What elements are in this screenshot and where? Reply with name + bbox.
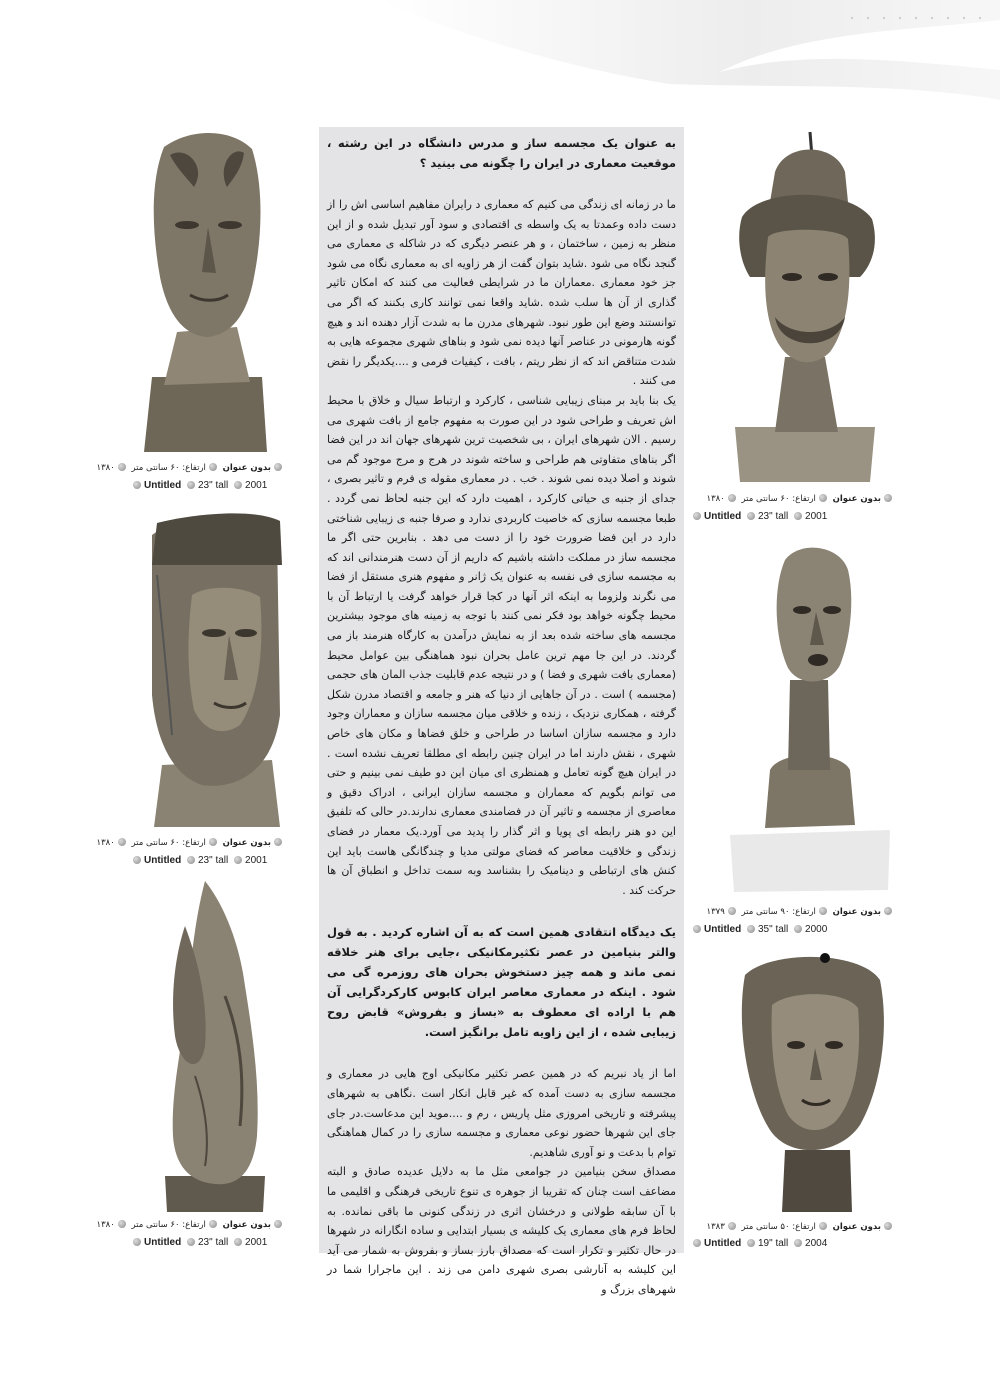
artwork-caption-fa: بدون عنوان ارتفاع: ۶۰ سانتی متر ۱۳۸۰ [707, 494, 896, 504]
artwork-caption-en: Untitled 23" tall 2001 [690, 511, 827, 522]
interview-question-2: یک دیدگاه انتقادی همین است که به آن اشاره کردید . به قول والتر بنیامین در عصر تکثیرمکانیکی ،جایی برای هنر خلاقه نمی ماند و همه چیز دستخوش بحران های روزمره گی می شود . اینکه در معماری معاصر ایران کابوس کارکردگرایی آن هم با اراده ای معطوف به «بساز و بفروش» قابض روح زیبایی شده ، از این زاویه تامل برانگیز است. [327, 925, 676, 1040]
bullet-icon [884, 907, 892, 915]
bullet-icon [274, 463, 282, 471]
bullet-icon [747, 925, 755, 933]
artwork-card [690, 540, 905, 940]
artwork-card [690, 127, 905, 527]
artwork-card [96, 505, 295, 870]
bullet-icon [693, 925, 701, 933]
artwork-caption-fa: بدون عنوان ارتفاع: ۶۰ سانتی متر ۱۳۸۰ [97, 463, 286, 473]
artwork-card [96, 127, 295, 497]
bullet-icon [884, 494, 892, 502]
artwork-caption-fa: بدون عنوان ارتفاع: ۹۰ سانتی متر ۱۳۷۹ [707, 907, 896, 917]
sculpture-photo [730, 950, 890, 1215]
artwork-caption-en: Untitled 23" tall 2001 [130, 1237, 267, 1248]
bullet-icon [209, 463, 217, 471]
sculpture-photo [145, 876, 280, 1216]
bullet-icon [209, 1220, 217, 1228]
bullet-icon [728, 907, 736, 915]
bullet-icon [187, 1238, 195, 1246]
artwork-card [96, 876, 295, 1252]
bullet-icon [118, 1220, 126, 1228]
bullet-icon [133, 856, 141, 864]
bullet-icon [133, 481, 141, 489]
answer-paragraph-4: مصداق سخن بنیامین در جوامعی مثل ما به دلایل عدیده صادق و البته مضاعف است چنان که تقریبا از جوهره ی تنوع تاریخی فرهنگی و اقلیمی ما با آن سابقه طولانی و درخشان اثری در زندگی کنونی ما باقی نمانده. به لحاظ فرم های معماری یک کلیشه ی بسیار ابتدایی و ساده انگارانه در شهرها در حال تکثیر و تکرار است که مصداق بارز بساز و بفروش به شمار می آید این کلیشه به آنارشی بصری شهری دامن می زند . این ماجرارا شما در شهرهای بزرگ و [327, 1165, 676, 1296]
sculpture-photo [730, 540, 890, 900]
bullet-icon [819, 1222, 827, 1230]
bullet-icon [234, 856, 242, 864]
bullet-icon [819, 494, 827, 502]
artwork-caption-en: Untitled 35" tall 2000 [690, 924, 827, 935]
bullet-icon [118, 838, 126, 846]
bullet-icon [234, 1238, 242, 1246]
decorative-swoosh [380, 0, 1000, 100]
bullet-icon [794, 512, 802, 520]
bullet-icon [884, 1222, 892, 1230]
bullet-icon [747, 512, 755, 520]
bullet-icon [187, 481, 195, 489]
artwork-caption-fa: بدون عنوان ارتفاع: ۶۰ سانتی متر ۱۳۸۰ [97, 1220, 286, 1230]
artwork-caption-fa: بدون عنوان ارتفاع: ۶۰ سانتی متر ۱۳۸۰ [97, 838, 286, 848]
bullet-icon [794, 925, 802, 933]
bullet-icon [274, 1220, 282, 1228]
bullet-icon [118, 463, 126, 471]
answer-paragraph-2: یک بنا باید بر مبنای زیبایی شناسی ، کارکرد و ارتباط سیال و خلاق با محیط اش تعریف و طراحی شود در این صورت به مفهوم جامع از بافت شهری می رسیم . الان شهرهای ایران ، بی شخصیت ترین شهرهای جهان اند در این فضا اگر بناهای متفاوتی هم طراحی و ساخته شوند در هرج و مرج موجود گم می شوند و اصلا دیده نمی شوند . خب . در معماری مقوله ی فرم و تاثیر بصری ، جدای از جنبه ی حیاتی کارکرد ، اهمیت دارد که این جنبه لحاظ نمی گردد . طبعا مجسمه سازی که خاصیت کاربردی ندارد و صرفا جنبه ی زیبایی شناختی دارد در این فضا ضرورت خود را از دست می دهد . بنابرین حتی اگر ما مجسمه ساز در مملکت داشته باشیم که داریم از آن دست هنرمندانی اند که به مجسمه سازی فی نفسه به عنوان یک ژانر و مفهوم هنری مستقل از فضا می نگرند ولزوما به اینکه اثر آنها در کجا قرار خواهد گرفت یا ارتباط آن با محیط چگونه خواهد بود فکر نمی کنند با توجه به زمینه های موجود بیشترین مجسمه های ساخته شده بعد از به نمایش درآمدن به کارگاه هنرمند باز می گردند. در این جا مهم ترین عامل بحران نبود هماهنگی بین عوامل محیط (معماری بافت شهری و فضا ) و در نتیجه عدم قابلیت جذب المان های حجمی (مجسمه ) است . در آن جاهایی از دنیا که هنر و جامعه و اقتصاد مدرن شکل گرفته ، همکاری نزدیک ، زنده و خلاقی میان مجسمه سازان و معماران وجود دارد و مجسمه سازان اساسا در طراحی و خلق فضاها و مکان های خاص شهری ، نقش دارند اما در ایران چنین رابطه ای مطلقا تعریف نشده است . در ایران هیچ گونه تعامل و همنظری ای میان این دو طیف نمی بینیم و حتی می توانم بگویم که معماران و مجسمه سازان ایرانی ، ادراک دقیق و معاصری از مجسمه و تاثیر آن در فضامندی معماری ندارند.در حالی که تلفیق این دو هنر رابطه ای پویا و اثر گذار را پدید می آورد.یک معمار در فضای زندگی و خلاقیت معاصر که فضای مولتی مدیا و چندگانگی هاست باید این کنش های ارتباطی و دینامیک را بشناسد وبه سمت تداخل و انطباق آن ها حرکت کند . [327, 393, 676, 897]
bullet-icon [209, 838, 217, 846]
bullet-icon [693, 1239, 701, 1247]
bullet-icon [693, 512, 701, 520]
bullet-icon [234, 481, 242, 489]
interview-question-1: به عنوان یک مجسمه ساز و مدرس دانشگاه در این رشته ، موقعیت معماری در ایران را چگونه می بینید ؟ [327, 136, 676, 170]
artwork-caption-en: Untitled 23" tall 2001 [130, 480, 267, 491]
bullet-icon [728, 494, 736, 502]
bullet-icon [728, 1222, 736, 1230]
artwork-caption-fa: بدون عنوان ارتفاع: ۵۰ سانتی متر ۱۳۸۳ [707, 1222, 896, 1232]
sculpture-photo [132, 505, 292, 830]
bullet-icon [187, 856, 195, 864]
answer-paragraph-3: اما از یاد نبریم که در همین عصر تکثیر مکانیکی اوج هایی در معماری و مجسمه سازی به دست آمده که غیر قابل انکار است .نگاهی به شهرهای پیشرفته و تاریخی امروزی مثل پاریس ، رم و ....موید این مدعاست.در جای جای این شهرها حضور نوعی معماری و مجسمه سازی را در کمال هماهنگی توام با بدعت و نو آوری شاهدیم. [327, 1067, 676, 1159]
bullet-icon [819, 907, 827, 915]
bullet-icon [133, 1238, 141, 1246]
artwork-card [690, 950, 905, 1255]
sculpture-photo [730, 127, 880, 487]
article-text-column [319, 127, 684, 1296]
sculpture-photo [132, 127, 282, 457]
artwork-caption-en: Untitled 23" tall 2001 [130, 855, 267, 866]
answer-paragraph-1: ما در زمانه ای زندگی می کنیم که معماری د رایران مفاهیم اساسی اش را از دست داده وعمدتا به یک واسطه ی اقتصادی و سود آور تبدیل شده و از این منظر به زمین ، ساختمان ، و هر عنصر دیگری که در شاکله ی معماری می گنجد نگاه می شود .شاید بتوان گفت از هر زاویه ای به معماری نگاه می شود جز خود معماری .معماران ما در شرایطی فعالیت می کنند که امکان تاثیر گذاری از آن ها سلب شده .شاید واقعا نمی توانند کاری بکنند که اگر می توانستند وضع این طور نبود. شهرهای مدرن ما به شدت آزار دهنده اند و هیچ گونه هارمونی در عناصر آنها دیده نمی شود و بناهای شهری مجموعه هایی به شدت متناقض اند که از نظر ریتم ، بافت ، کیفیات فرمی و ....یکدیگر را نقض می کنند . [327, 198, 676, 388]
artwork-caption-en: Untitled 19" tall 2004 [690, 1238, 827, 1249]
bullet-icon [747, 1239, 755, 1247]
bullet-icon [794, 1239, 802, 1247]
bullet-icon [274, 838, 282, 846]
